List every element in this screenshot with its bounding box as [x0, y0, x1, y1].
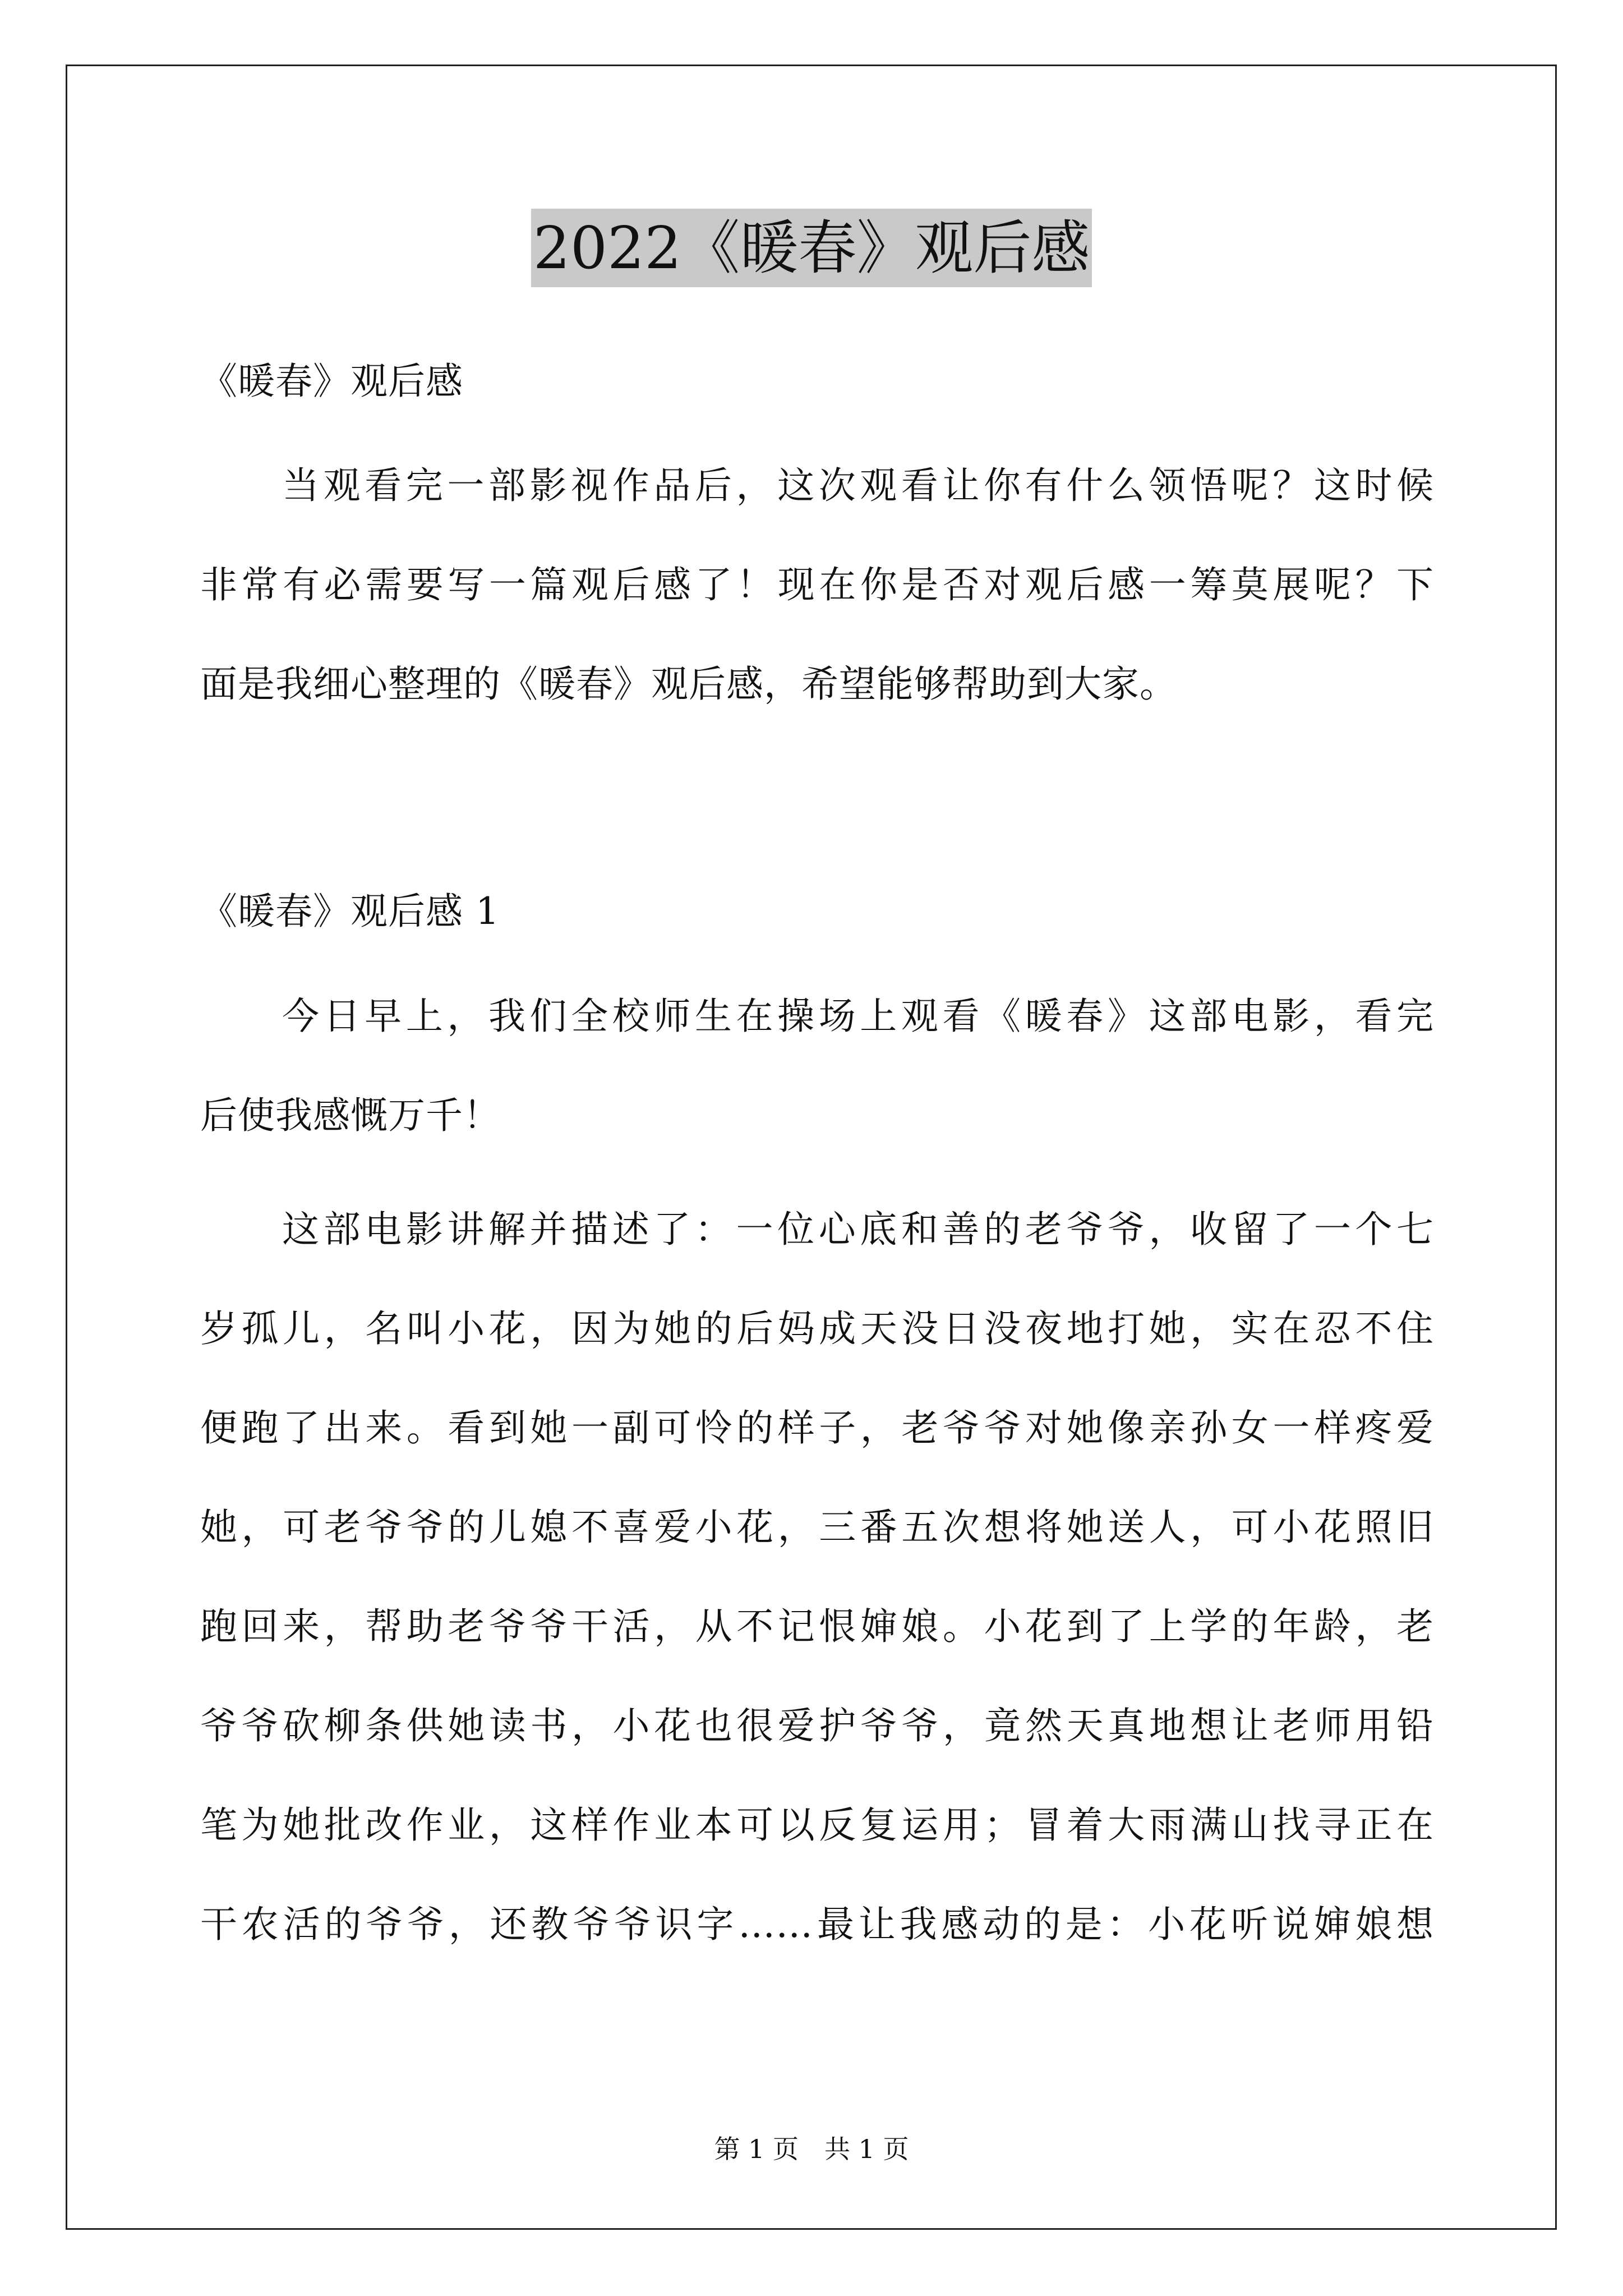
intro-line: 非常有必需要写一篇观后感了！现在你是否对观后感一筹莫展呢？下	[200, 563, 1434, 606]
paragraph-line: 爷爷砍柳条供她读书，小花也很爱护爷爷，竟然天真地想让老师用铅	[200, 1704, 1434, 1747]
paragraph-line: 今日早上，我们全校师生在操场上观看《暖春》这部电影，看完	[282, 995, 1434, 1038]
section-heading: 《暖春》观后感 1	[200, 890, 500, 933]
paragraph-line: 便跑了出来。看到她一副可怜的样子，老爷爷对她像亲孙女一样疼爱	[200, 1406, 1434, 1450]
title-container	[0, 209, 1623, 287]
paragraph-line: 岁孤儿，名叫小花，因为她的后妈成天没日没夜地打她，实在忍不住	[200, 1307, 1434, 1350]
intro-line: 当观看完一部影视作品后，这次观看让你有什么领悟呢？这时候	[282, 464, 1434, 507]
paragraph-line: 她，可老爷爷的儿媳不喜爱小花，三番五次想将她送人，可小花照旧	[200, 1506, 1434, 1549]
paragraph-line: 跑回来，帮助老爷爷干活，从不记恨婶娘。小花到了上学的年龄，老	[200, 1605, 1434, 1648]
paragraph-line: 这部电影讲解并描述了：一位心底和善的老爷爷，收留了一个七	[282, 1208, 1434, 1251]
document-title: 2022《暖春》观后感	[531, 209, 1092, 287]
paragraph-line: 干农活的爷爷，还教爷爷识字……最让我感动的是：小花听说婶娘想	[200, 1903, 1434, 1946]
page-footer: 第 1 页 共 1 页	[714, 2134, 909, 2164]
paragraph-line: 后使我感慨万千！	[200, 1094, 501, 1137]
paragraph-line: 笔为她批改作业，这样作业本可以反复运用；冒着大雨满山找寻正在	[200, 1803, 1434, 1847]
intro-line: 面是我细心整理的《暖春》观后感，希望能够帮助到大家。	[200, 662, 1177, 706]
intro-heading: 《暖春》观后感	[200, 360, 463, 403]
